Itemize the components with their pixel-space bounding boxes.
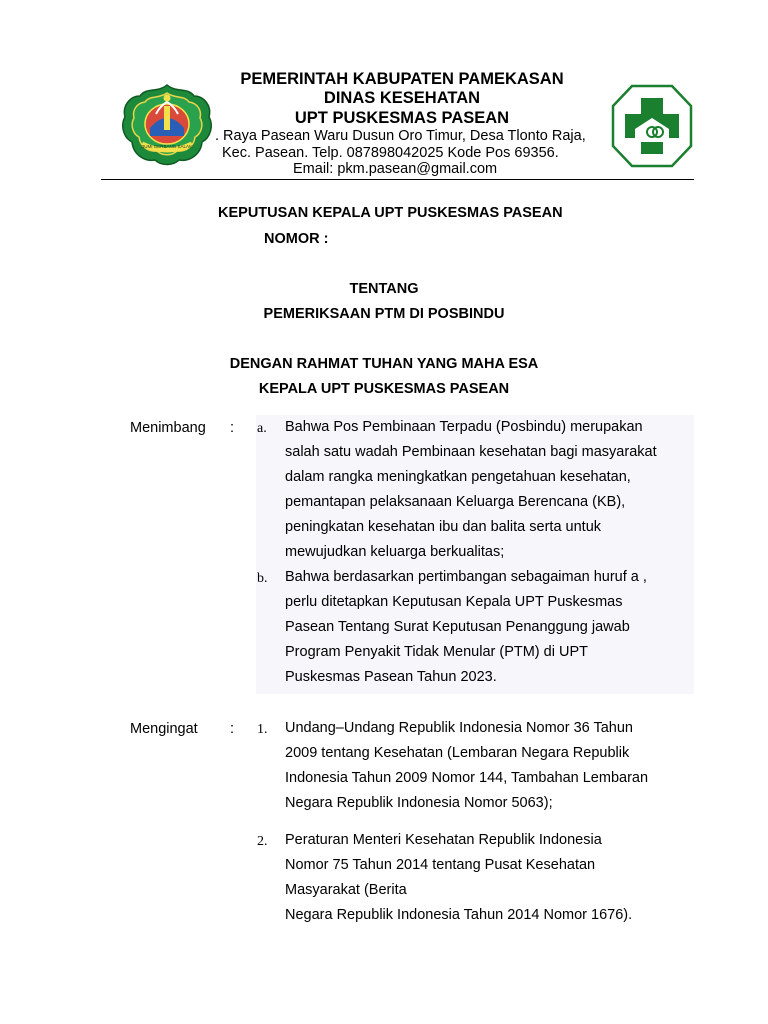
opening-line-2: KEPALA UPT PUSKESMAS PASEAN — [258, 381, 510, 397]
kop-government: PEMERINTAH KABUPATEN PAMEKASAN — [240, 70, 564, 88]
seal-motto-text: BUMI GERBANG SALAM — [141, 144, 193, 149]
puskesmas-logo — [611, 84, 693, 168]
text-line: Bahwa berdasarkan pertimbangan sebagaiman huruf a , — [285, 569, 647, 585]
text-line: Negara Republik Indonesia Nomor 5063); — [285, 795, 553, 811]
about-label: TENTANG — [349, 281, 419, 297]
text-line: 2009 tentang Kesehatan (Lembaran Negara Republik — [285, 745, 630, 761]
text-line: Masyarakat (Berita — [285, 882, 407, 898]
mengingat-item-marker-2: 2. — [257, 834, 268, 849]
kop-email: Email: pkm.pasean@gmail.com — [293, 161, 498, 177]
text-line: mewujudkan keluarga berkualitas; — [285, 544, 505, 560]
text-line: salah satu wadah Pembinaan kesehatan bagi masyarakat — [285, 444, 657, 460]
mengingat-colon: : — [230, 721, 235, 737]
text-line: Peraturan Menteri Kesehatan Republik Indonesia — [285, 832, 602, 848]
menimbang-item-marker-a: a. — [257, 421, 267, 436]
text-line: Bahwa Pos Pembinaan Terpadu (Posbindu) merupakan — [285, 419, 643, 435]
decree-title: KEPUTUSAN KEPALA UPT PUSKESMAS PASEAN — [218, 205, 563, 221]
mengingat-label: Mengingat — [130, 721, 198, 737]
text-line: Nomor 75 Tahun 2014 tentang Pusat Kesehatan — [285, 857, 596, 873]
menimbang-item-marker-b: b. — [257, 571, 268, 586]
text-line: perlu ditetapkan Keputusan Kepala UPT Puskesmas — [285, 594, 623, 610]
text-line: Pasean Tentang Surat Keputusan Penanggung jawab — [285, 619, 630, 635]
menimbang-label: Menimbang — [130, 420, 206, 436]
text-line: Puskesmas Pasean Tahun 2023. — [285, 669, 497, 685]
decree-number-label: NOMOR : — [264, 231, 329, 247]
opening-line-1: DENGAN RAHMAT TUHAN YANG MAHA ESA — [229, 356, 539, 372]
menimbang-item-b — [285, 565, 675, 690]
text-line: Program Penyakit Tidak Menular (PTM) di UPT — [285, 644, 588, 660]
text-line: Negara Republik Indonesia Tahun 2014 Nomor 1676). — [285, 907, 633, 923]
menimbang-colon: : — [230, 420, 235, 436]
pamekasan-regency-seal — [120, 84, 214, 166]
text-line: Undang–Undang Republik Indonesia Nomor 36 Tahun — [285, 720, 633, 736]
mengingat-item-1 — [285, 716, 687, 816]
text-line: peningkatan kesehatan ibu dan balita serta untuk — [285, 519, 602, 535]
text-line: pemantapan pelaksanaan Keluarga Berencana (KB), — [285, 494, 626, 510]
mengingat-item-2 — [285, 828, 660, 928]
letterhead-rule — [101, 179, 694, 180]
mengingat-item-marker-1: 1. — [257, 722, 268, 737]
kop-department: DINAS KESEHATAN — [323, 89, 481, 107]
kop-address-2: Kec. Pasean. Telp. 087898042025 Kode Pos 69356. — [222, 145, 559, 161]
text-line: dalam rangka meningkatkan pengetahuan kesehatan, — [285, 469, 631, 485]
menimbang-item-a — [285, 415, 687, 565]
kop-institution: UPT PUSKESMAS PASEAN — [294, 109, 510, 127]
text-line: Indonesia Tahun 2009 Nomor 144, Tambahan Lembaran — [285, 770, 649, 786]
decree-subject: PEMERIKSAAN PTM DI POSBINDU — [263, 306, 505, 322]
kop-address-1: . Raya Pasean Waru Dusun Oro Timur, Desa Tlonto Raja, — [215, 128, 586, 144]
